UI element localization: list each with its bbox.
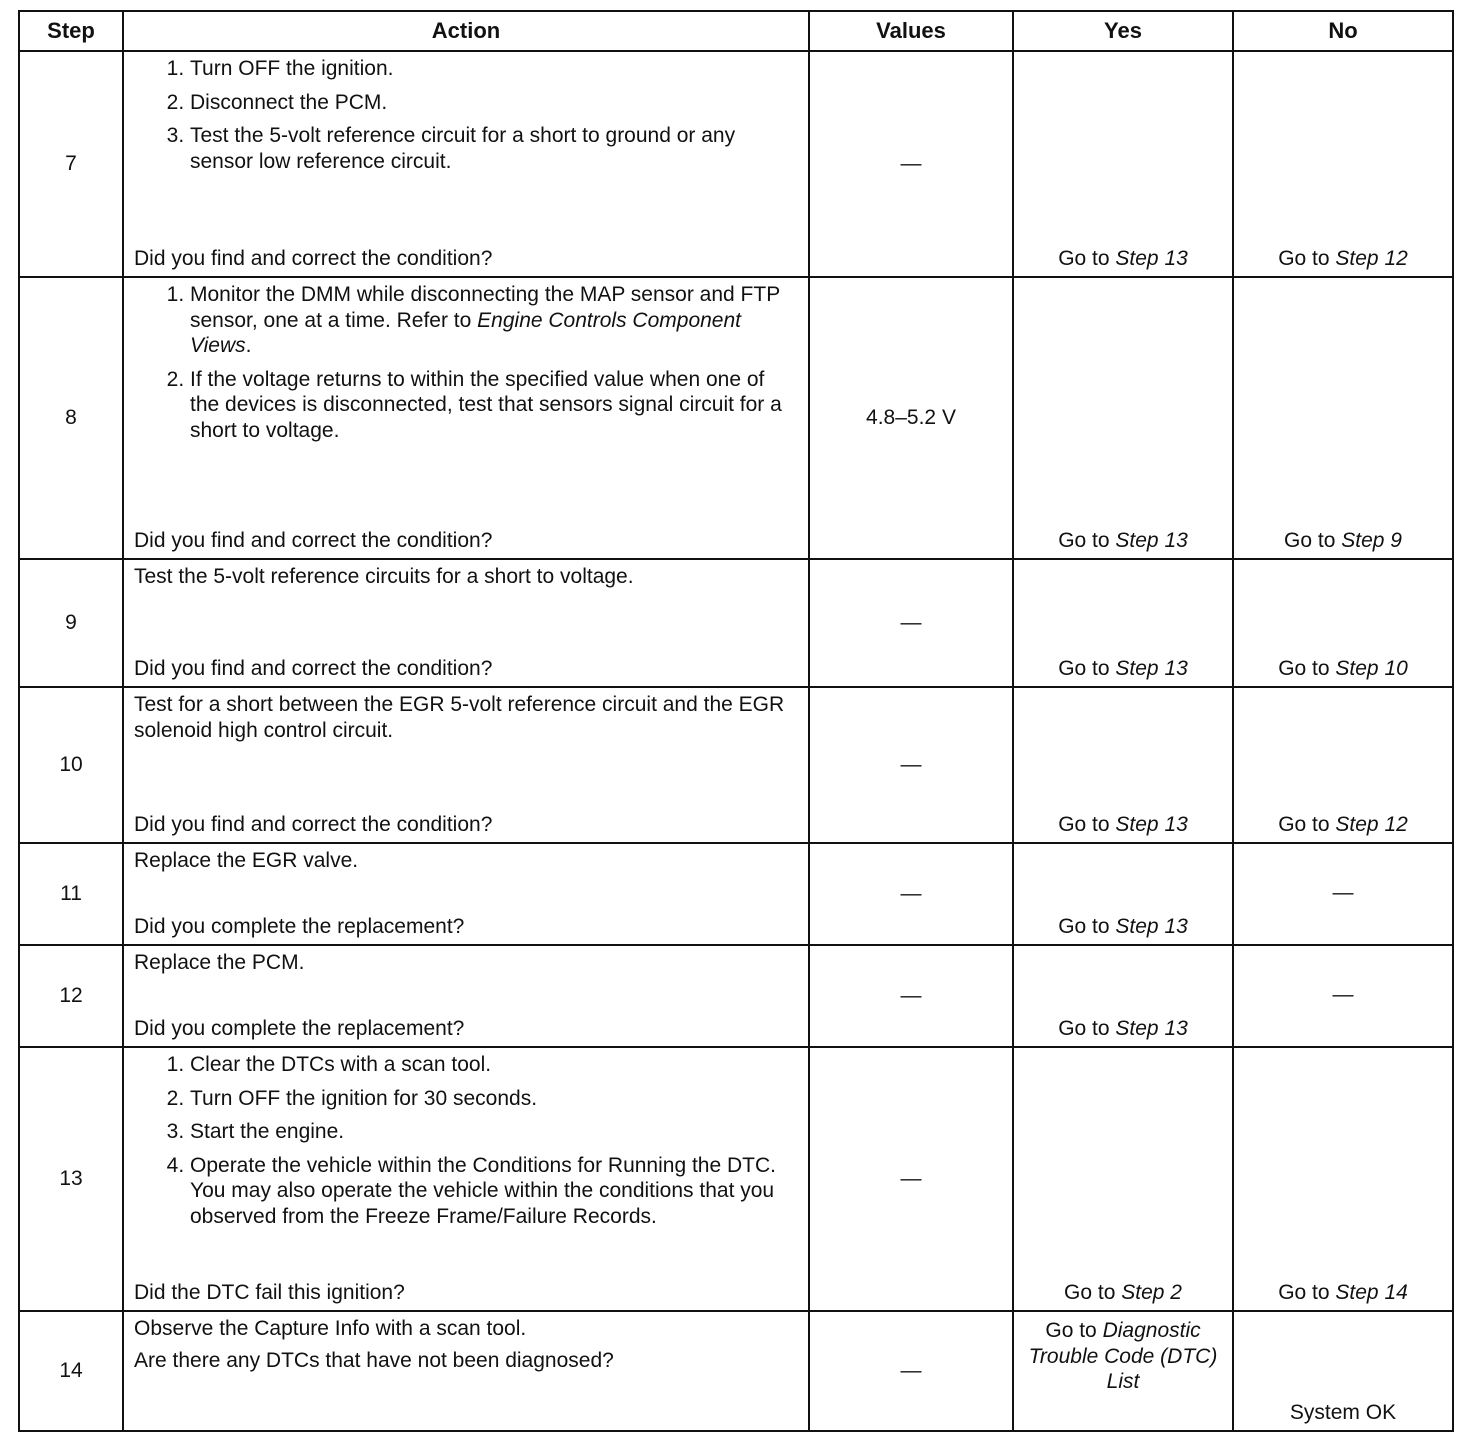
goto-label: Go to xyxy=(1284,529,1336,553)
action-question: Did you find and correct the condition? xyxy=(134,529,493,553)
diagnostic-table xyxy=(18,10,1454,1432)
goto-label: Go to xyxy=(1058,657,1110,681)
table-row xyxy=(19,277,1453,559)
action-item: 1. Turn OFF the ignition. xyxy=(190,56,798,82)
goto-label: Go to xyxy=(1058,529,1110,553)
action-text: Test the 5-volt reference circuits for a short to voltage. xyxy=(134,565,634,588)
action-text: Replace the PCM. xyxy=(134,951,305,974)
header-step: Step xyxy=(19,11,123,51)
action-item: 2. Disconnect the PCM. xyxy=(190,90,798,116)
value-cell: — xyxy=(809,1311,1013,1431)
header-row xyxy=(19,11,1453,51)
table-row xyxy=(19,687,1453,843)
no-cell xyxy=(1233,277,1453,559)
no-cell xyxy=(1233,687,1453,843)
no-cell xyxy=(1233,559,1453,687)
step-link[interactable]: Step 13 xyxy=(1115,247,1188,271)
goto-label: Go to xyxy=(1045,1319,1097,1342)
value-cell: 4.8–5.2 V xyxy=(809,277,1013,559)
action-item: 4. Operate the vehicle within the Conditions for Running the DTC. You may also operate the vehicle within the conditions that you observed from the Freeze Frame/Failure Records. xyxy=(190,1153,798,1230)
step-link[interactable]: Step 10 xyxy=(1335,657,1408,681)
step-link[interactable]: Step 9 xyxy=(1341,529,1402,553)
step-link[interactable]: Step 13 xyxy=(1115,813,1188,837)
action-cell xyxy=(123,51,809,277)
step-number: 11 xyxy=(19,843,123,945)
value-cell: — xyxy=(809,559,1013,687)
action-list xyxy=(134,1052,798,1238)
step-number: 10 xyxy=(19,687,123,843)
value-cell: — xyxy=(809,51,1013,277)
yes-cell xyxy=(1013,277,1233,559)
action-text: Replace the EGR valve. xyxy=(134,849,359,872)
action-question: Did you complete the replacement? xyxy=(134,1017,465,1041)
action-item: 1. Monitor the DMM while disconnecting the MAP sensor and FTP sensor, one at a time. Refer to Engine Controls Component Views. xyxy=(190,282,798,359)
table-row xyxy=(19,945,1453,1047)
table-row xyxy=(19,1047,1453,1311)
step-number: 9 xyxy=(19,559,123,687)
goto-label: Go to xyxy=(1058,813,1110,837)
step-number: 12 xyxy=(19,945,123,1047)
step-link[interactable]: Step 13 xyxy=(1115,529,1188,553)
reference-link[interactable]: Diagnostic Trouble Code (DTC) List xyxy=(1028,1319,1218,1394)
action-item: 3. Start the engine. xyxy=(190,1119,798,1145)
yes-cell xyxy=(1013,1311,1233,1431)
step-link[interactable]: Step 12 xyxy=(1335,247,1408,271)
goto-label: Go to xyxy=(1278,1281,1330,1305)
action-question: Did the DTC fail this ignition? xyxy=(134,1281,405,1305)
step-link[interactable]: Step 14 xyxy=(1335,1281,1408,1305)
action-text: Test for a short between the EGR 5-volt reference circuit and the EGR solenoid high control circuit. xyxy=(134,693,785,742)
action-cell xyxy=(123,1311,809,1431)
reference-link[interactable]: Engine Controls Component Views xyxy=(190,308,741,358)
table-row xyxy=(19,51,1453,277)
action-item: 3. Test the 5-volt reference circuit for a short to ground or any sensor low reference circuit. xyxy=(190,123,798,174)
yes-cell xyxy=(1013,51,1233,277)
step-number: 7 xyxy=(19,51,123,277)
goto-label: Go to xyxy=(1058,247,1110,271)
header-values: Values xyxy=(809,11,1013,51)
action-question: Are there any DTCs that have not been diagnosed? xyxy=(134,1348,614,1372)
action-cell xyxy=(123,687,809,843)
action-question: Did you complete the replacement? xyxy=(134,915,465,939)
value-cell: — xyxy=(809,843,1013,945)
action-list xyxy=(134,282,798,452)
action-cell xyxy=(123,559,809,687)
value-cell: — xyxy=(809,687,1013,843)
no-cell xyxy=(1233,51,1453,277)
action-cell xyxy=(123,277,809,559)
step-link[interactable]: Step 2 xyxy=(1121,1281,1182,1305)
header-no: No xyxy=(1233,11,1453,51)
action-list xyxy=(134,56,798,182)
step-link[interactable]: Step 13 xyxy=(1115,915,1188,939)
step-number: 13 xyxy=(19,1047,123,1311)
goto-label: Go to xyxy=(1278,657,1330,681)
header-action: Action xyxy=(123,11,809,51)
header-yes: Yes xyxy=(1013,11,1233,51)
action-cell xyxy=(123,843,809,945)
no-cell: — xyxy=(1233,843,1453,945)
goto-label: Go to xyxy=(1058,1017,1110,1041)
action-cell xyxy=(123,945,809,1047)
yes-cell xyxy=(1013,687,1233,843)
yes-cell xyxy=(1013,559,1233,687)
no-cell xyxy=(1233,1047,1453,1311)
action-text: Observe the Capture Info with a scan tool. xyxy=(134,1317,527,1340)
action-cell xyxy=(123,1047,809,1311)
goto-label: Go to xyxy=(1064,1281,1116,1305)
table-row xyxy=(19,559,1453,687)
action-question: Did you find and correct the condition? xyxy=(134,813,493,837)
goto-label: Go to xyxy=(1278,813,1330,837)
step-number: 8 xyxy=(19,277,123,559)
action-question: Did you find and correct the condition? xyxy=(134,657,493,681)
table-row xyxy=(19,1311,1453,1431)
goto-label: Go to xyxy=(1278,247,1330,271)
action-item: 2. If the voltage returns to within the specified value when one of the devices is disconnected, test that sensors signal circuit for a short to voltage. xyxy=(190,367,798,444)
action-question: Did you find and correct the condition? xyxy=(134,247,493,271)
yes-cell xyxy=(1013,1047,1233,1311)
step-link[interactable]: Step 13 xyxy=(1115,1017,1188,1041)
value-cell: — xyxy=(809,945,1013,1047)
goto-label: Go to xyxy=(1058,915,1110,939)
step-link[interactable]: Step 13 xyxy=(1115,657,1188,681)
no-cell: — xyxy=(1233,945,1453,1047)
no-cell: System OK xyxy=(1233,1311,1453,1431)
yes-cell xyxy=(1013,843,1233,945)
yes-cell xyxy=(1013,945,1233,1047)
action-item: 2. Turn OFF the ignition for 30 seconds. xyxy=(190,1086,798,1112)
step-link[interactable]: Step 12 xyxy=(1335,813,1408,837)
action-item: 1. Clear the DTCs with a scan tool. xyxy=(190,1052,798,1078)
value-cell: — xyxy=(809,1047,1013,1311)
table-row xyxy=(19,843,1453,945)
step-number: 14 xyxy=(19,1311,123,1431)
